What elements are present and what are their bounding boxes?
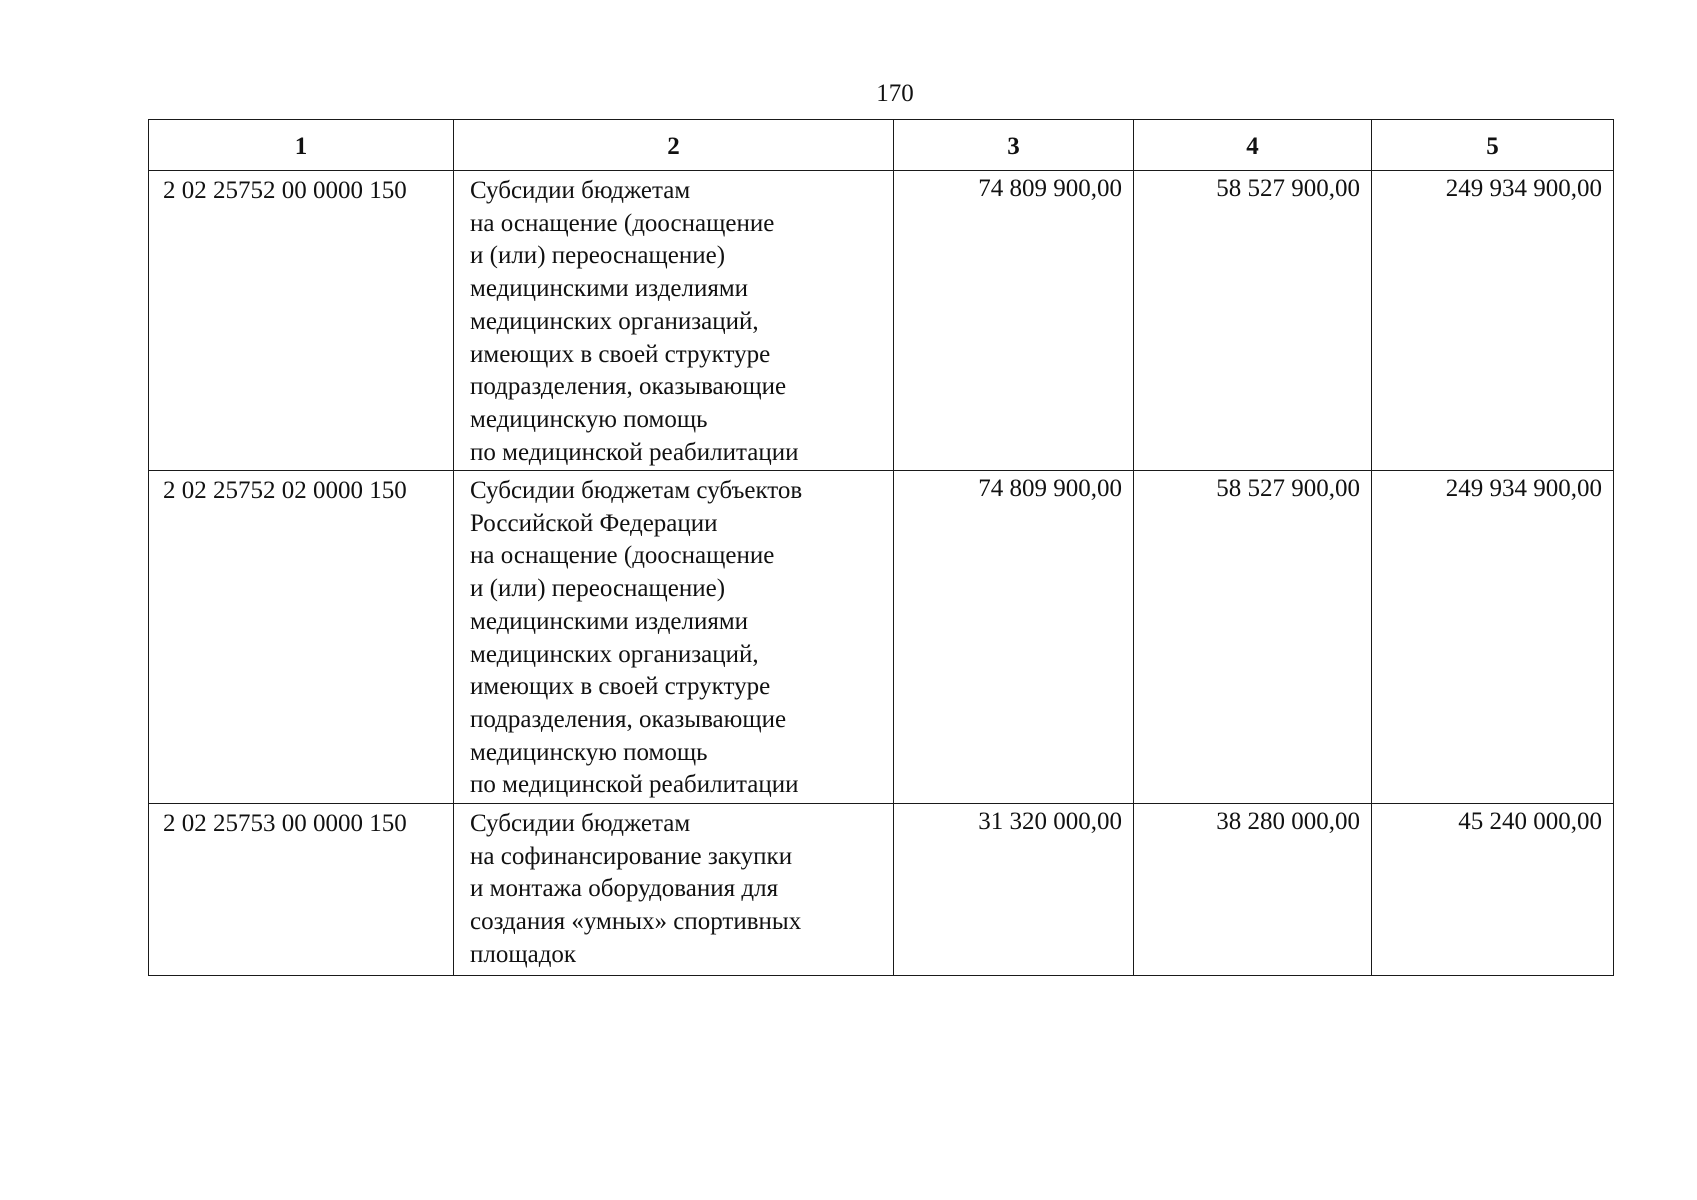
column-header-2: 2 [454, 120, 894, 171]
amount-col4-cell: 38 280 000,00 [1134, 804, 1372, 976]
column-header-1: 1 [149, 120, 454, 171]
description-line: Российской Федерации [470, 509, 718, 537]
description-line: на оснащение (дооснащение [470, 542, 775, 570]
description-line: подразделения, оказывающие [470, 373, 787, 401]
table-header-row [149, 120, 1614, 171]
description-line: и (или) переоснащение) [470, 242, 726, 270]
description-line: площадок [470, 940, 577, 968]
amount-col5-cell: 45 240 000,00 [1372, 804, 1614, 976]
description-line: медицинскую помощь [470, 738, 708, 766]
table-row [149, 471, 1614, 804]
description-line: и монтажа оборудования для [470, 875, 779, 903]
table-row [149, 804, 1614, 976]
column-header-5: 5 [1372, 120, 1614, 171]
description-line: по медицинской реабилитации [470, 771, 799, 799]
budget-table [148, 119, 1614, 976]
amount-col4-cell: 58 527 900,00 [1134, 171, 1372, 471]
column-header-4: 4 [1134, 120, 1372, 171]
budget-code-cell: 2 02 25753 00 0000 150 [149, 804, 454, 976]
description-line: подразделения, оказывающие [470, 705, 787, 733]
description-line: имеющих в своей структуре [470, 673, 771, 701]
description-line: медицинскими изделиями [470, 607, 749, 635]
description-line: имеющих в своей структуре [470, 340, 771, 368]
page-number: 170 [876, 80, 914, 107]
description-line: создания «умных» спортивных [470, 908, 802, 936]
amount-col5-cell: 249 934 900,00 [1372, 471, 1614, 804]
description-cell [454, 471, 894, 804]
budget-code-cell: 2 02 25752 02 0000 150 [149, 471, 454, 804]
description-line: и (или) переоснащение) [470, 575, 726, 603]
description-cell [454, 171, 894, 471]
amount-col4-cell: 58 527 900,00 [1134, 471, 1372, 804]
description-cell [454, 804, 894, 976]
budget-code-cell: 2 02 25752 00 0000 150 [149, 171, 454, 471]
description-line: медицинскими изделиями [470, 275, 749, 303]
description-line: по медицинской реабилитации [470, 438, 799, 466]
description-line: медицинских организаций, [470, 640, 759, 668]
amount-col5-cell: 249 934 900,00 [1372, 171, 1614, 471]
amount-col3-cell: 74 809 900,00 [894, 171, 1134, 471]
column-header-3: 3 [894, 120, 1134, 171]
description-line: Субсидии бюджетам субъектов [470, 477, 803, 504]
description-line: Субсидии бюджетам [470, 810, 691, 837]
description-line: на софинансирование закупки [470, 842, 793, 870]
amount-col3-cell: 74 809 900,00 [894, 471, 1134, 804]
description-line: Субсидии бюджетам [470, 177, 691, 204]
amount-col3-cell: 31 320 000,00 [894, 804, 1134, 976]
description-line: медицинских организаций, [470, 307, 759, 335]
description-line: медицинскую помощь [470, 405, 708, 433]
table-row [149, 171, 1614, 471]
description-line: на оснащение (дооснащение [470, 209, 775, 237]
